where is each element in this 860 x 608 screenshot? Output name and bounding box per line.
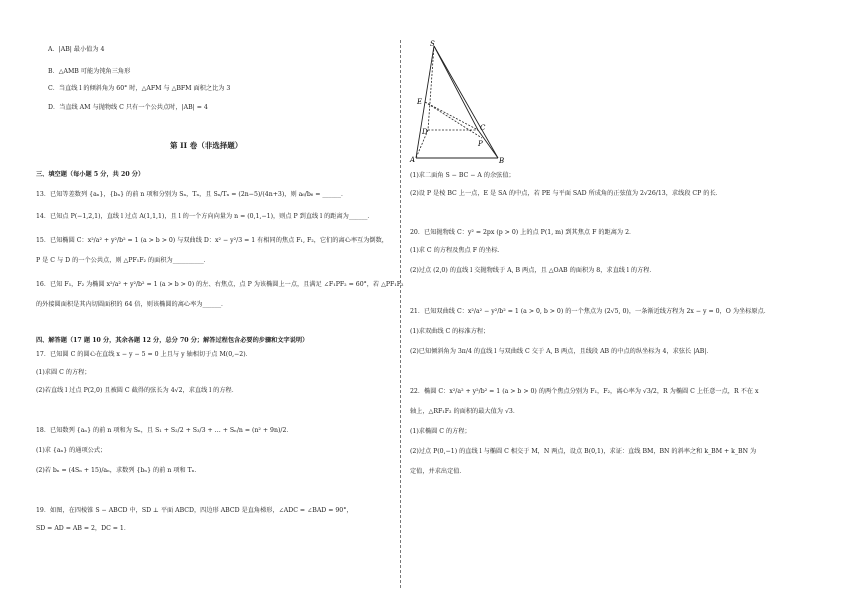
question-17-part1: (1)求圆 C 的方程；	[36, 369, 91, 376]
question-22-part1: (1)求椭圆 C 的方程；	[410, 428, 471, 435]
question-20-line1: 20．已知抛物线 C：y² = 2px (p > 0) 上的点 P(1, m) 到其焦点 F 的距离为 2．	[410, 229, 636, 236]
question-14: 14．已知点 P(−1,2,1)，直线 l 过点 A(1,1,1)，且 l 的一个方向向量为 n = (0,1,−1)，则点 P 到直线 l 的距离为______．	[36, 213, 374, 220]
question-19-line2: SD = AD = AB = 2，DC = 1．	[36, 525, 131, 532]
question-19-part1: (1)求二面角 S − BC − A 的余弦值；	[410, 172, 515, 179]
label-d: D	[422, 128, 428, 136]
label-a: A	[410, 156, 416, 164]
question-22-line2: 轴上，△RF₁F₂ 的面积的最大值为 √3．	[410, 408, 520, 415]
question-18-line1: 18．已知数列 {aₙ} 的前 n 项和为 Sₙ，且 S₁ + S₂/2 + S₃/3 + … + Sₙ/n = (n² + 9n)/2．	[36, 427, 293, 434]
part-title: 第 II 卷（非选择题）	[170, 141, 243, 150]
question-13: 13．已知等差数列 {aₙ}，{bₙ} 的前 n 项和分别为 Sₙ，Tₙ，且 Sₙ/Tₙ = (2n−5)/(4n+3)，则 a₆/b₆ = ______．	[36, 191, 348, 198]
edge-sb	[434, 46, 498, 158]
question-16-line2: 的外接圆面积是其内切圆面积的 64 倍，则该椭圆的离心率为______．	[36, 301, 228, 308]
question-21-line1: 21．已知双曲线 C：x²/a² − y²/b² = 1 (a > 0, b > 0) 的一个焦点为 (2√5, 0)，一条渐近线方程为 2x − y = 0，O 为坐标原点．	[410, 308, 770, 315]
question-21-part2: (2)已知倾斜角为 3π/4 的直线 l 与双曲线 C 交于 A, B 两点，且线段 AB 的中点的纵坐标为 4，求弦长 |AB|．	[410, 348, 713, 355]
edge-sd	[428, 46, 434, 130]
segment-ec	[425, 102, 478, 130]
question-20-part1: (1)求 C 的方程及焦点 F 的坐标．	[410, 247, 504, 254]
question-22-part2: (2)过点 P(0,−1) 的直线 l 与椭圆 C 相交于 M，N 两点，设点 B(0,1)，求证：直线 BM，BN 的斜率之和 k_BM + k_BN 为	[410, 448, 757, 455]
section-4-header: 四、解答题（17 题 10 分，其余各题 12 分，总分 70 分；解答过程包含必要的步骤和文字说明）	[36, 337, 309, 344]
question-22-part2-cont: 定值，并求出定值．	[410, 468, 466, 475]
label-e: E	[417, 98, 423, 106]
label-b: B	[499, 157, 505, 164]
option-b: B．△AMB 可能为钝角三角形	[48, 68, 131, 75]
label-c: C	[480, 124, 486, 132]
question-16-line1: 16．已知 F₁，F₂ 为椭圆 x²/a² + y²/b² = 1 (a > b > 0) 的左、右焦点，点 P 为该椭圆上一点，且满足 ∠F₁PF₂ = 60°，若 △PF₁F₂	[36, 281, 404, 288]
question-17-part2: (2)若直线 l 过点 P(2,0) 且被圆 C 截得的弦长为 4√2，求直线 l 的方程．	[36, 387, 238, 394]
pyramid-figure	[408, 40, 508, 164]
question-22-line1: 22．椭圆 C：x²/a² + y²/b² = 1 (a > b > 0) 的两个焦点分别为 F₁，F₂，离心率为 √3/2，R 为椭圆 C 上任意一点，R 不在 x	[410, 388, 759, 395]
question-21-part1: (1)求双曲线 C 的标准方程；	[410, 328, 490, 335]
question-18-part1: (1)求 {aₙ} 的通项公式；	[36, 447, 107, 454]
segment-ep	[425, 102, 482, 138]
option-c: C．当直线 l 的倾斜角为 60° 时，△AFM 与 △BFM 面积之比为 3	[48, 85, 231, 92]
question-18-part2: (2)若 bₙ = (4Sₙ + 15)/aₙ，求数列 {bₙ} 的前 n 项和 Tₙ．	[36, 467, 201, 474]
label-p: P	[478, 140, 483, 148]
label-s: S	[430, 40, 435, 48]
option-d: D．当直线 AM 与抛物线 C 只有一个公共点时，|AB| = 4	[48, 104, 208, 111]
question-15-line1: 15．已知椭圆 C：x²/a² + y²/b² = 1 (a > b > 0) 与双曲线 D：x² − y²/3 = 1 有相同的焦点 F₁, F₂，它们的离心率互为倒数，	[36, 237, 388, 244]
question-19-line1: 19．如图，在四棱锥 S − ABCD 中，SD ⊥ 平面 ABCD，四边形 ABCD 是直角梯形，∠ADC = ∠BAD = 90°，	[36, 507, 353, 514]
question-15-line2: P 是 C 与 D 的一个公共点，则 △PF₁F₂ 的面积为__________．	[36, 257, 210, 264]
option-a: A．|AB| 最小值为 4	[48, 46, 105, 53]
edge-sc	[434, 46, 478, 130]
question-20-part2: (2)过点 (2,0) 的直线 l 交抛物线于 A, B 两点，且 △OAB 的面积为 8，求直线 l 的方程．	[410, 267, 656, 274]
question-17-line1: 17．已知圆 C 的圆心在直线 x − y − 5 = 0 上且与 y 轴相切于点 M(0,−2)．	[36, 351, 252, 358]
section-3-header: 三、填空题（每小题 5 分，共 20 分）	[36, 171, 145, 178]
question-19-part2: (2)设 P 是棱 BC 上一点，E 是 SA 的中点，若 PE 与平面 SAD 所成角的正弦值为 2√26/13，求线段 CP 的长．	[410, 190, 722, 197]
column-divider	[400, 40, 401, 588]
